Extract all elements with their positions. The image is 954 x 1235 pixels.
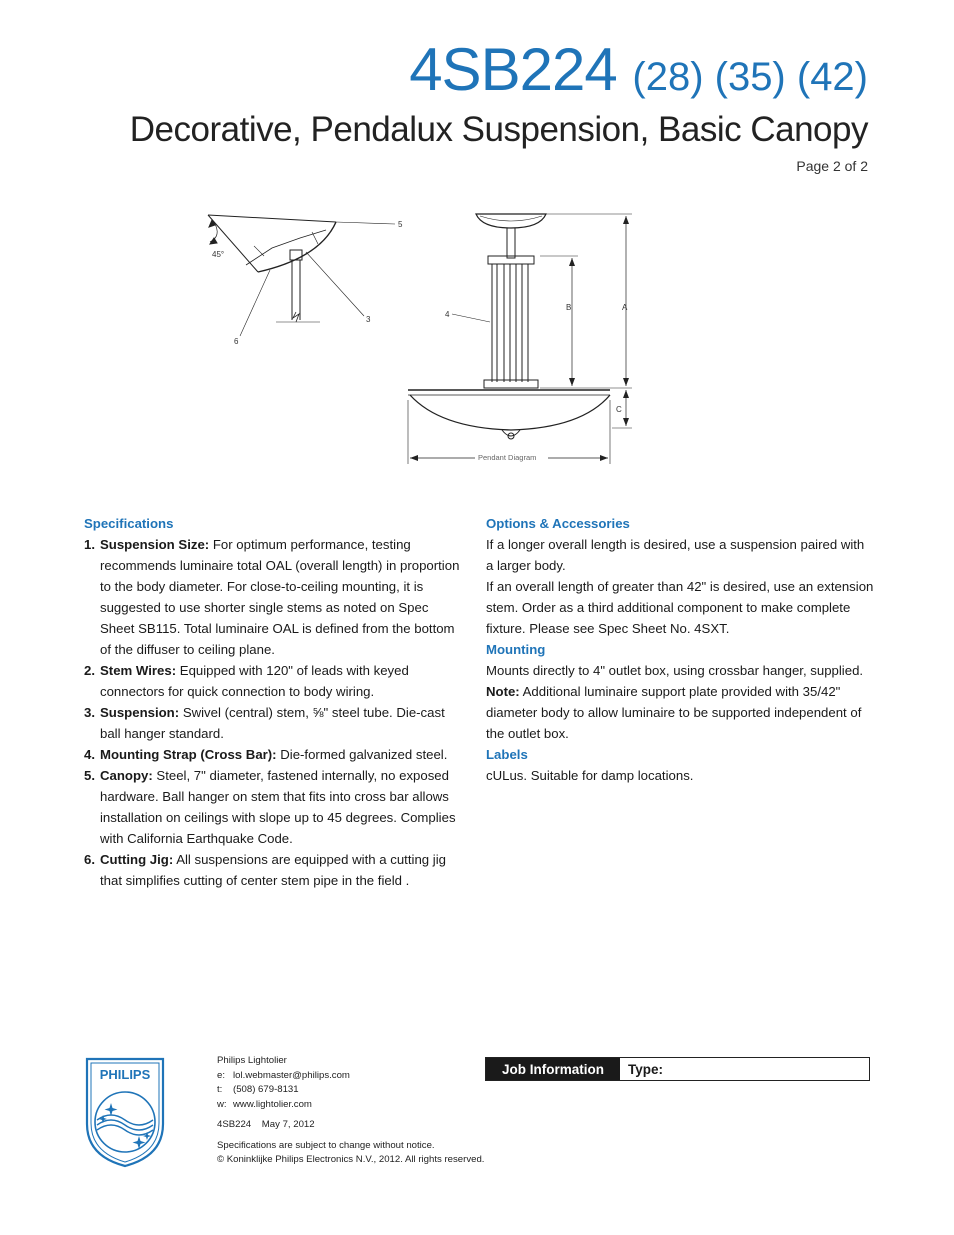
specifications-section — [84, 513, 466, 891]
note-text: Additional luminaire support plate provided with 35/42" diameter body to allow luminaire to be supported independent of the outlet box. — [486, 684, 862, 741]
logo-text: PHILIPS — [99, 1067, 151, 1082]
spec-title: Canopy: — [100, 768, 153, 783]
spec-text: Equipped with 120" of leads with keyed connectors for quick connection to body wiring. — [100, 663, 409, 699]
page-number: Page 2 of 2 — [796, 158, 868, 174]
dimension-c: C — [616, 405, 622, 414]
spec-number: 1. — [84, 537, 95, 552]
spec-number: 6. — [84, 852, 95, 867]
spec-number: 3. — [84, 705, 95, 720]
spec-body — [100, 702, 466, 744]
callout-5: 5 — [398, 220, 403, 229]
spec-text: For optimum performance, testing recommends luminaire total OAL (overall length) in proportion to the body diameter. For close-to-ceiling mounting, it is suggested to use shorter single stems as noted on Spec Sheet SB115. Total luminaire OAL is defined from the bottom of the diffuser to ceiling plane. — [100, 537, 460, 657]
copyright: © Koninklijke Philips Electronics N.V., 2012. All rights reserved. — [217, 1154, 485, 1165]
note-label: Note: — [486, 684, 520, 699]
web-key: w: — [217, 1098, 227, 1110]
spec-text: Steel, 7" diameter, fastened internally, no exposed hardware. Ball hanger on stem that fits into cross bar allows installation on ceilings with slope up to 45 degrees. Complies with California Earthquake Code. — [100, 768, 456, 846]
spec-body — [100, 849, 466, 891]
pendant-diagram — [0, 0, 954, 480]
spec-text: Swivel (central) stem, ⅝" steel tube. Die-cast ball hanger standard. — [100, 705, 445, 741]
options-heading: Options & Accessories — [486, 516, 630, 531]
dimension-b: B — [566, 303, 572, 312]
job-type-field[interactable]: Type: — [628, 1061, 664, 1077]
pendant-elevation — [408, 214, 632, 464]
spec-item — [84, 744, 466, 765]
model-number: 4SB224 — [409, 36, 617, 103]
spec-item — [84, 702, 466, 744]
email-link[interactable]: lol.webmaster@philips.com — [233, 1069, 350, 1081]
options-paragraph-1: If a longer overall length is desired, use a suspension paired with a larger body. — [486, 537, 865, 573]
document-reference: 4SB224 May 7, 2012 — [217, 1119, 315, 1130]
model-variants: (28) (35) (42) — [632, 55, 868, 99]
spec-body — [100, 534, 466, 660]
spec-item — [84, 765, 466, 849]
mounting-paragraph: Mounts directly to 4" outlet box, using crossbar hanger, supplied. — [486, 663, 864, 678]
callout-6: 6 — [234, 337, 239, 346]
spec-title: Cutting Jig: — [100, 852, 174, 867]
labels-heading: Labels — [486, 747, 528, 762]
specifications-list — [84, 534, 466, 891]
callout-angle: 45° — [212, 250, 225, 259]
options-paragraph-2: If an overall length of greater than 42" is desired, use an extension stem. Order as a third additional component to make complete fixture. Please see Spec Sheet No. 4SXT. — [486, 579, 874, 636]
spec-body — [100, 765, 466, 849]
mounting-heading: Mounting — [486, 642, 546, 657]
dimension-a: A — [622, 303, 628, 312]
philips-shield-logo — [84, 1056, 166, 1168]
callout-3: 3 — [366, 315, 371, 324]
spec-title: Suspension Size: — [100, 537, 210, 552]
options-column — [486, 513, 874, 786]
job-information-box — [485, 1057, 870, 1081]
spec-text: All suspensions are equipped with a cutting jig that simplifies cutting of center stem pipe in the field . — [100, 852, 446, 888]
spec-text: Die-formed galvanized steel. — [280, 747, 448, 762]
spec-number: 4. — [84, 747, 95, 762]
disclaimer: Specifications are subject to change without notice. — [217, 1139, 435, 1151]
spec-body — [100, 660, 466, 702]
callout-4: 4 — [445, 310, 450, 319]
labels-text: cULus. Suitable for damp locations. — [486, 768, 694, 783]
job-information-label: Job Information — [486, 1058, 620, 1080]
spec-title: Suspension: — [100, 705, 180, 720]
email-key: e: — [217, 1069, 226, 1081]
diagram-caption: Pendant Diagram — [478, 453, 537, 462]
spec-number: 2. — [84, 663, 95, 678]
spec-item — [84, 534, 466, 660]
specifications-heading: Specifications — [84, 516, 174, 531]
phone-number: (508) 679-8131 — [233, 1084, 299, 1095]
spec-number: 5. — [84, 768, 95, 783]
spec-title: Stem Wires: — [100, 663, 177, 678]
company-name: Philips Lightolier — [217, 1055, 287, 1066]
spec-body — [100, 744, 466, 765]
web-link[interactable]: www.lightolier.com — [233, 1098, 312, 1110]
mounting-note — [486, 681, 874, 744]
spec-title: Mounting Strap (Cross Bar): — [100, 747, 277, 762]
spec-item — [84, 849, 466, 891]
phone-key: t: — [217, 1084, 223, 1095]
spec-item — [84, 660, 466, 702]
product-subtitle: Decorative, Pendalux Suspension, Basic Canopy — [129, 110, 868, 149]
